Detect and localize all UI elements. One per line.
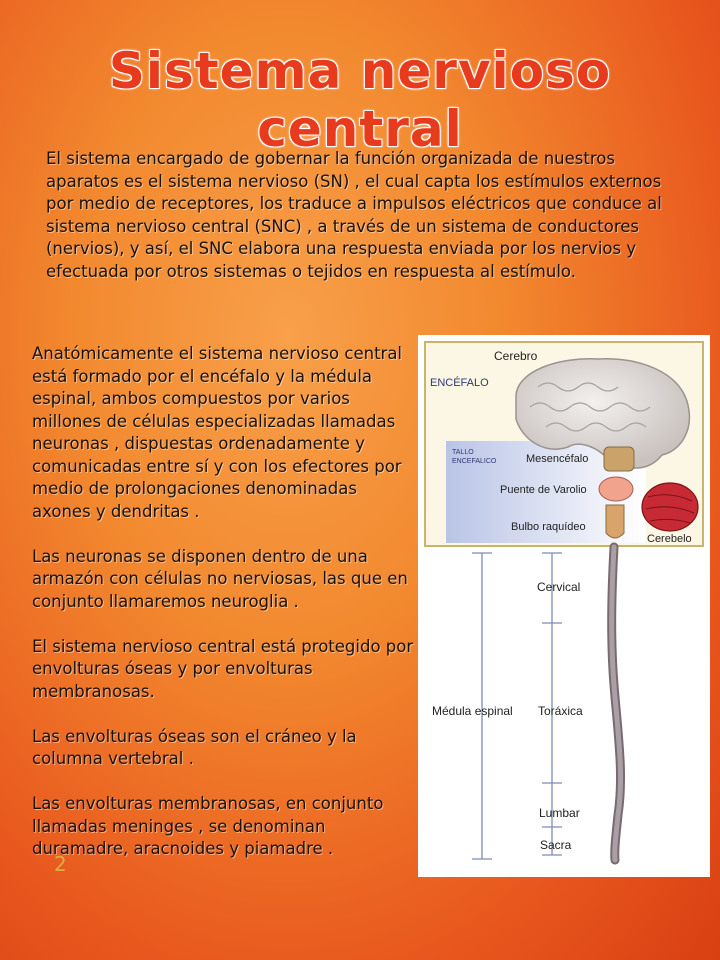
page-title: Sistema nervioso central <box>108 42 612 158</box>
label-cerebelo: Cerebelo <box>647 533 692 545</box>
paragraph-anatomy: Anatómicamente el sistema nervioso central está formado por el encéfalo y la médula espinal, ambos compuestos por varios millones de células especializadas llamadas neuronas , dispuestas ordenadamente y comunicadas entre sí y con los efectores por medio de prolongaciones denominadas axones y dendritas . <box>32 344 403 521</box>
label-cerebro: Cerebro <box>494 349 538 363</box>
label-medula: Médula espinal <box>432 704 513 718</box>
label-toraxica: Toráxica <box>538 704 583 718</box>
label-lumbar: Lumbar <box>539 806 580 820</box>
slide-number: 2 <box>54 852 67 876</box>
cns-anatomy-figure <box>418 335 710 877</box>
label-tallo-1: TALLO <box>452 449 474 456</box>
paragraph-protection: El sistema nervioso central está protegido por envolturas óseas y por envolturas membranosas. <box>32 636 414 701</box>
cns-diagram <box>418 335 710 877</box>
paragraph-bony-coverings: Las envolturas óseas son el cráneo y la columna vertebral . <box>32 726 357 768</box>
intro-paragraph: El sistema encargado de gobernar la función organizada de nuestros aparatos es el sistema nervioso (SN) , el cual capta los estímulos externos por medio de receptores, los traduce a impulsos eléctricos que conduce al sistema nervioso central (SNC) , a través de un sistema de conductores (nervios), y así, el SNC elabora una respuesta enviada por los nervios y efectuada por otros sistemas o tejidos en respuesta al estímulo. <box>46 149 662 281</box>
label-cervical: Cervical <box>537 580 581 594</box>
label-bulbo: Bulbo raquídeo <box>511 521 586 533</box>
label-puente: Puente de Varolio <box>500 484 587 496</box>
label-sacra: Sacra <box>540 838 572 852</box>
mesencephalon-illustration <box>604 447 634 471</box>
paragraph-meninges: Las envolturas membranosas, en conjunto llamadas meninges , se denominan duramadre, aracnoides y piamadre . <box>32 794 384 858</box>
medulla-oblongata-illustration <box>606 505 624 538</box>
body-text <box>32 343 416 883</box>
label-tallo-2: ENCEFALICO <box>452 458 497 465</box>
pons-illustration <box>599 477 633 501</box>
paragraph-neuroglia: Las neuronas se disponen dentro de una armazón con células no nerviosas, las que en conjunto llamaremos neuroglia . <box>32 546 408 611</box>
label-encefalo: ENCÉFALO <box>430 377 489 389</box>
label-mesencefalo: Mesencéfalo <box>526 453 589 465</box>
